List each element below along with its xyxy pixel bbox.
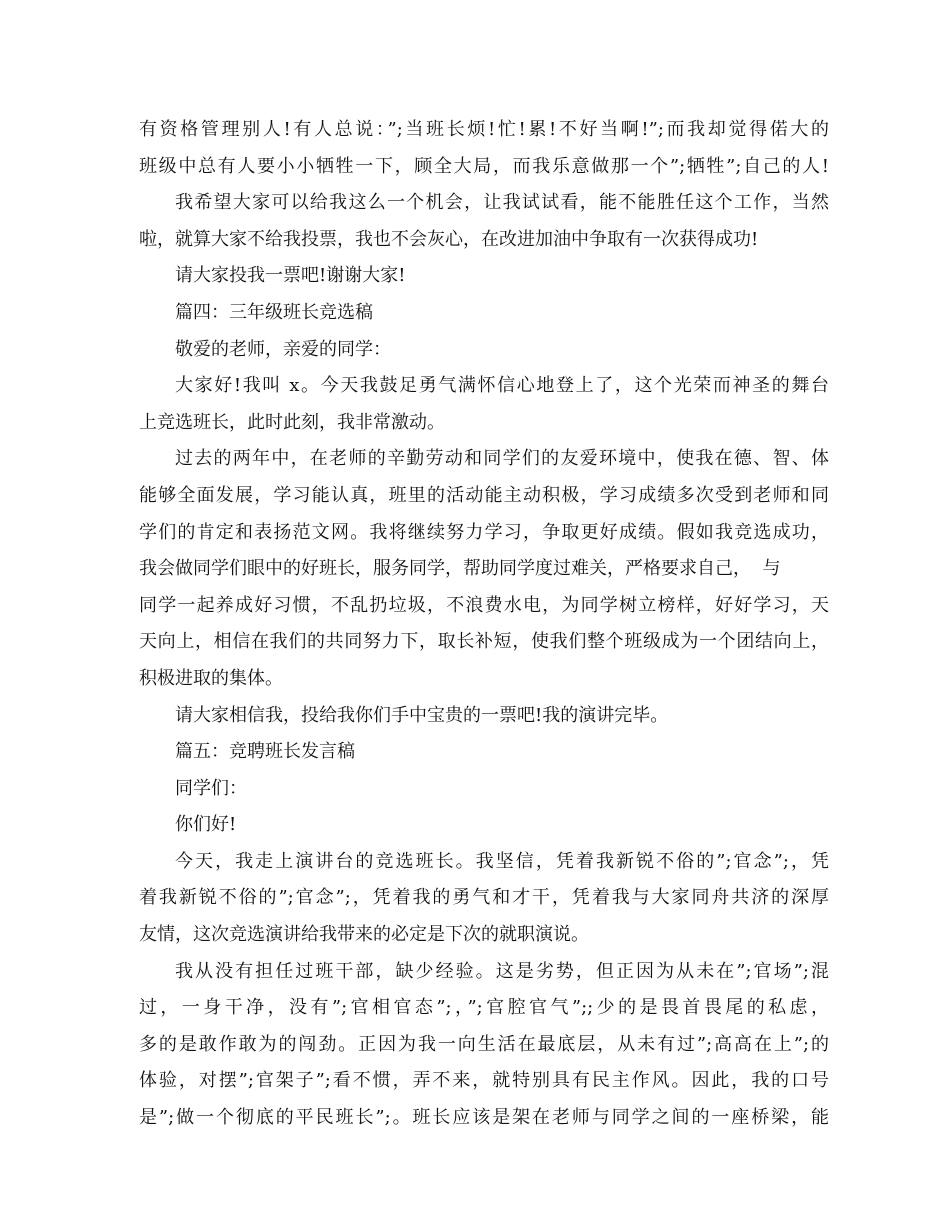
paragraph-line: 过去的两年中，在老师的辛勤劳动和同学们的友爱环境中，使我在德、智、体: [175, 448, 829, 470]
text-line: 班级中总有人要小小牺牲一下，顾全大局，而我乐意做那一个”;牺牲”;自己的人!: [139, 155, 829, 177]
text-line: 同学一起养成好习惯，不乱扔垃圾，不浪费水电，为同学树立榜样，好好学习，天: [139, 594, 829, 616]
text-line: 积极进取的集体。: [139, 667, 283, 689]
text-line: 能够全面发展，学习能认真，班里的活动能主动积极，学习成绩多次受到老师和同: [139, 484, 829, 506]
text-line: 上竞选班长，此时此刻，我非常激动。: [139, 411, 445, 433]
paragraph-line: 大家好!我叫 x。今天我鼓足勇气满怀信心地登上了，这个光荣而神圣的舞台: [175, 375, 829, 397]
paragraph-line: 今天，我走上演讲台的竞选班长。我坚信，凭着我新锐不俗的”;官念”;，凭: [175, 850, 829, 872]
greeting: 你们好!: [175, 814, 237, 836]
paragraph-line: 我从没有担任过班干部，缺少经验。这是劣势，但正因为从未在”;官场”;混: [175, 960, 829, 982]
section-heading: 篇四：三年级班长竞选稿: [175, 301, 373, 323]
salutation: 敬爱的老师，亲爱的同学：: [175, 338, 391, 360]
document-body: [139, 112, 829, 1137]
salutation: 同学们：: [175, 777, 247, 799]
text-line: 是”;做一个彻底的平民班长”;。班长应该是架在老师与同学之间的一座桥梁，能: [139, 1107, 829, 1129]
text-line: 啦，就算大家不给我投票，我也不会灰心，在改进加油中争取有一次获得成功!: [139, 228, 759, 250]
section-heading: 篇五：竞聘班长发言稿: [175, 741, 355, 763]
text-line: 着我新锐不俗的”;官念”;，凭着我的勇气和才干，凭着我与大家同舟共济的深厚: [139, 887, 829, 909]
text-line: 天向上，相信在我们的共同努力下，取长补短，使我们整个班级成为一个团结向上，: [139, 631, 829, 653]
paragraph-line: 请大家相信我，投给我你们手中宝贵的一票吧!我的演讲完毕。: [175, 704, 669, 726]
text-line: 我会做同学们眼中的好班长，服务同学，帮助同学度过难关，严格要求自己， 与: [139, 558, 781, 580]
text-line: 体验，对摆”;官架子”;看不惯，弄不来，就特别具有民主作风。因此，我的口号: [139, 1070, 829, 1092]
text-line: 有资格管理别人!有人总说：”;当班长烦!忙!累!不好当啊!”;而我却觉得偌大的: [139, 119, 829, 140]
text-line: 多的是敢作敢为的闯劲。正因为我一向生活在最底层，从未有过”;高高在上”;的: [139, 1033, 829, 1055]
text-line: 学们的肯定和表扬范文网。我将继续努力学习，争取更好成绩。假如我竞选成功，: [139, 521, 829, 543]
text-line: 友情，这次竞选演讲给我带来的必定是下次的就职演说。: [139, 924, 589, 946]
paragraph-line: 我希望大家可以给我这么一个机会，让我试试看，能不能胜任这个工作，当然: [175, 192, 829, 214]
paragraph-line: 请大家投我一票吧!谢谢大家!: [175, 265, 406, 287]
text-line: 过，一身干净，没有”;官相官态”;，”;官腔官气”;;少的是畏首畏尾的私虑，: [139, 997, 829, 1019]
